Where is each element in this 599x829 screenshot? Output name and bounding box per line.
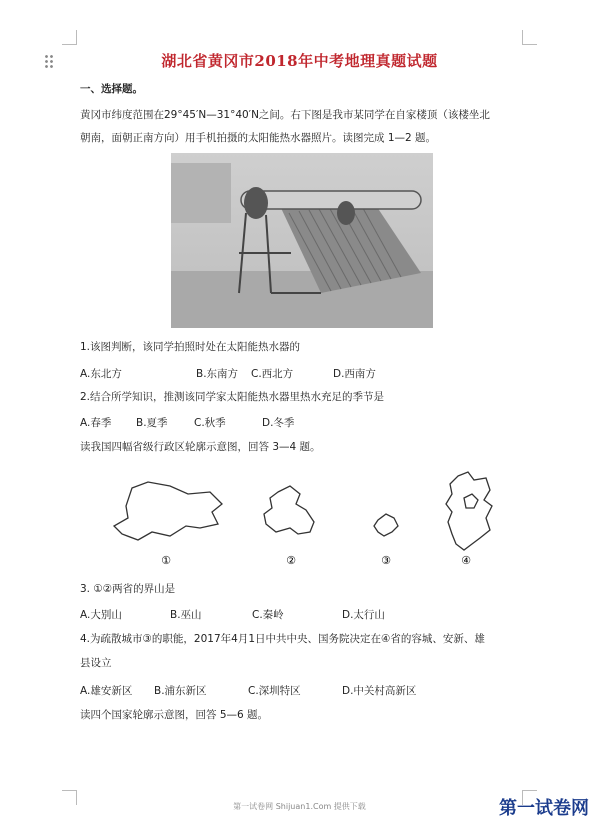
option: D.太行山 — [342, 609, 385, 621]
page-corner-mark — [62, 30, 77, 45]
intro-line: 黄冈市纬度范围在29°45′N—31°40′N之间。右下图是我市某同学在自家楼顶（该楼坐北 — [80, 109, 490, 121]
option: A.东北方 — [80, 368, 122, 380]
option: C.秦岭 — [252, 609, 284, 621]
province-outline — [114, 482, 222, 540]
question-4: 4.为疏散城市③的职能，2017年4月1日中共中央、国务院决定在④省的容城、安新、雄 — [80, 633, 485, 645]
option: B.浦东新区 — [154, 685, 207, 697]
map-label: ① — [161, 554, 171, 567]
intro-countries: 读四个国家轮廓示意图，回答 5—6 题。 — [80, 709, 269, 721]
province-outline — [374, 514, 398, 536]
option: B.巫山 — [170, 609, 202, 621]
intro-line: 朝南，面朝正南方向）用手机拍摄的太阳能热水器照片。读图完成 1—2 题。 — [80, 132, 437, 144]
option: D.冬季 — [262, 417, 295, 429]
question-2: 2.结合所学知识，推测该同学家太阳能热水器里热水充足的季节是 — [80, 391, 385, 403]
option: A.雄安新区 — [80, 685, 133, 697]
province-outline — [446, 472, 492, 550]
question-3-options — [80, 607, 385, 622]
option: B.东南方 — [196, 368, 239, 380]
option: C.秋季 — [194, 417, 226, 429]
option: D.西南方 — [333, 368, 376, 380]
question-1-options — [80, 366, 376, 381]
option: A.大别山 — [80, 609, 122, 621]
page-corner-mark — [522, 30, 537, 45]
question-3: 3. ①②两省的界山是 — [80, 583, 176, 595]
page-title: 湖北省黄冈市2018年中考地理真题试题 — [161, 52, 438, 70]
page-footer: 第一试卷网 Shijuan1.Com 提供下载 — [233, 802, 366, 811]
question-1: 1.该图判断，该同学拍照时处在太阳能热水器的 — [80, 341, 301, 353]
question-4-options — [80, 683, 416, 698]
solar-heater-photo — [171, 153, 433, 328]
question-4-continued: 县设立 — [80, 657, 112, 669]
map-label: ④ — [461, 554, 471, 567]
map-label: ③ — [381, 554, 391, 567]
province-outline — [264, 486, 314, 534]
site-logo: 第一试卷网 — [499, 798, 589, 819]
option: A.春季 — [80, 417, 112, 429]
question-2-options — [80, 415, 294, 430]
intro-maps: 读我国四幅省级行政区轮廓示意图，回答 3—4 题。 — [80, 441, 321, 453]
section-heading: 一、选择题。 — [80, 83, 143, 95]
province-outline-maps — [100, 470, 500, 570]
option: B.夏季 — [136, 417, 168, 429]
option: C.深圳特区 — [248, 685, 301, 697]
option: D.中关村高新区 — [342, 685, 417, 697]
map-label: ② — [286, 554, 296, 567]
option: C.西北方 — [251, 368, 294, 380]
